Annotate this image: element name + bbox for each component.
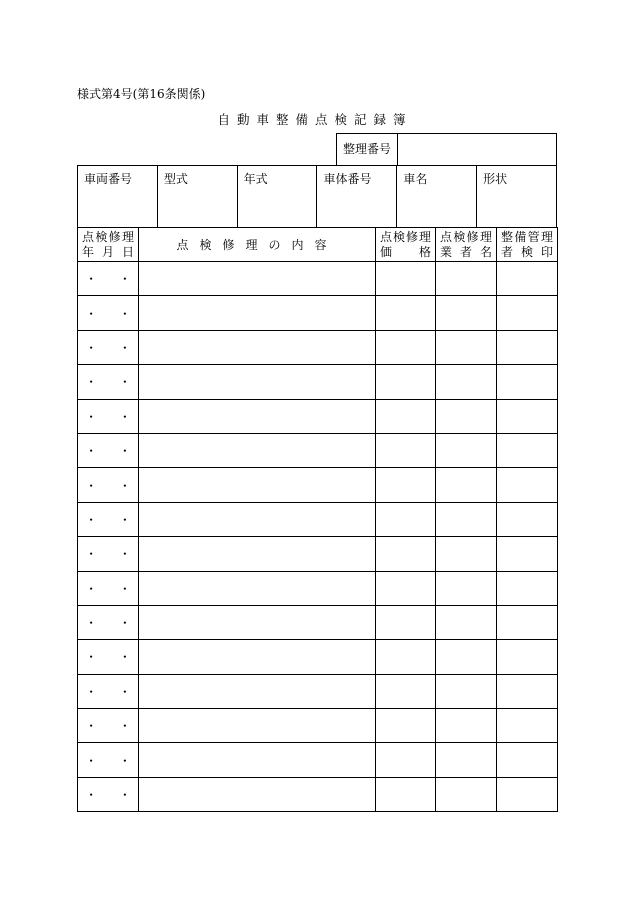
seal-cell[interactable]	[497, 640, 558, 674]
vendor-cell[interactable]	[436, 640, 497, 674]
content-cell[interactable]	[139, 296, 376, 330]
price-cell[interactable]	[376, 330, 436, 364]
date-cell[interactable]: ・ ・	[78, 296, 139, 330]
vendor-cell[interactable]	[436, 743, 497, 777]
content-cell[interactable]	[139, 640, 376, 674]
content-cell[interactable]	[139, 709, 376, 743]
price-cell[interactable]	[376, 296, 436, 330]
price-cell[interactable]	[376, 262, 436, 296]
model-type-label: 型式	[163, 172, 188, 186]
vehicle-name-label: 車名	[403, 172, 428, 186]
table-row	[78, 433, 558, 467]
vendor-cell[interactable]	[436, 262, 497, 296]
price-cell[interactable]	[376, 605, 436, 639]
vendor-cell[interactable]	[436, 571, 497, 605]
content-cell[interactable]	[139, 537, 376, 571]
date-cell[interactable]: ・ ・	[78, 468, 139, 502]
seal-cell[interactable]	[497, 709, 558, 743]
vendor-cell[interactable]	[436, 468, 497, 502]
date-cell[interactable]: ・ ・	[78, 330, 139, 364]
header-vendor: 点検修理 業者名	[436, 228, 497, 262]
seal-cell[interactable]	[497, 330, 558, 364]
price-cell[interactable]	[376, 365, 436, 399]
seal-cell[interactable]	[497, 777, 558, 811]
date-cell[interactable]: ・ ・	[78, 537, 139, 571]
content-cell[interactable]	[139, 468, 376, 502]
header-date: 点検修理 年月日	[78, 228, 139, 262]
registration-number-label: 整理番号	[336, 133, 398, 166]
content-cell[interactable]	[139, 502, 376, 536]
inspection-log-table	[77, 227, 558, 812]
body-shape-field[interactable]	[477, 166, 557, 228]
vendor-cell[interactable]	[436, 330, 497, 364]
price-cell[interactable]	[376, 399, 436, 433]
seal-cell[interactable]	[497, 399, 558, 433]
log-header-row	[78, 228, 558, 262]
vehicle-name-field[interactable]	[397, 166, 477, 228]
vendor-cell[interactable]	[436, 433, 497, 467]
seal-cell[interactable]	[497, 365, 558, 399]
model-type-field[interactable]	[157, 166, 237, 228]
seal-cell[interactable]	[497, 674, 558, 708]
content-cell[interactable]	[139, 743, 376, 777]
content-cell[interactable]	[139, 433, 376, 467]
vendor-cell[interactable]	[436, 296, 497, 330]
content-cell[interactable]	[139, 262, 376, 296]
price-cell[interactable]	[376, 502, 436, 536]
vendor-cell[interactable]	[436, 399, 497, 433]
seal-cell[interactable]	[497, 468, 558, 502]
price-cell[interactable]	[376, 709, 436, 743]
table-row	[78, 640, 558, 674]
form-number: 様式第4号(第16条関係)	[77, 87, 206, 101]
date-cell[interactable]: ・ ・	[78, 605, 139, 639]
seal-cell[interactable]	[497, 605, 558, 639]
table-row	[78, 743, 558, 777]
vehicle-number-field[interactable]	[78, 166, 158, 228]
table-row	[78, 537, 558, 571]
table-row	[78, 571, 558, 605]
content-cell[interactable]	[139, 399, 376, 433]
price-cell[interactable]	[376, 777, 436, 811]
date-cell[interactable]: ・ ・	[78, 674, 139, 708]
vendor-cell[interactable]	[436, 674, 497, 708]
vehicle-info-row	[78, 166, 557, 228]
vehicle-info-table	[77, 165, 557, 228]
table-row	[78, 262, 558, 296]
vendor-cell[interactable]	[436, 537, 497, 571]
table-row	[78, 468, 558, 502]
vehicle-number-label: 車両番号	[84, 172, 133, 186]
date-cell[interactable]: ・ ・	[78, 365, 139, 399]
seal-cell[interactable]	[497, 743, 558, 777]
table-row	[78, 399, 558, 433]
content-cell[interactable]	[139, 330, 376, 364]
content-cell[interactable]	[139, 777, 376, 811]
vendor-cell[interactable]	[436, 502, 497, 536]
chassis-number-field[interactable]	[317, 166, 397, 228]
date-cell[interactable]: ・ ・	[78, 262, 139, 296]
content-cell[interactable]	[139, 365, 376, 399]
vendor-cell[interactable]	[436, 777, 497, 811]
date-cell[interactable]: ・ ・	[78, 502, 139, 536]
date-cell[interactable]: ・ ・	[78, 777, 139, 811]
seal-cell[interactable]	[497, 537, 558, 571]
model-year-label: 年式	[243, 172, 268, 186]
table-row	[78, 296, 558, 330]
date-cell[interactable]: ・ ・	[78, 640, 139, 674]
date-cell[interactable]: ・ ・	[78, 709, 139, 743]
seal-cell[interactable]	[497, 433, 558, 467]
price-cell[interactable]	[376, 640, 436, 674]
seal-cell[interactable]	[497, 502, 558, 536]
seal-cell[interactable]	[497, 296, 558, 330]
model-year-field[interactable]	[237, 166, 317, 228]
content-cell[interactable]	[139, 674, 376, 708]
registration-number-field[interactable]	[397, 133, 557, 166]
price-cell[interactable]	[376, 537, 436, 571]
body-shape-label: 形状	[483, 172, 508, 186]
header-seal: 整備管理 者検印	[497, 228, 558, 262]
table-row	[78, 365, 558, 399]
table-row	[78, 777, 558, 811]
log-body	[78, 262, 558, 812]
seal-cell[interactable]	[497, 571, 558, 605]
document-title: 自動車整備点検記録簿	[217, 112, 413, 127]
date-cell[interactable]: ・ ・	[78, 399, 139, 433]
price-cell[interactable]	[376, 433, 436, 467]
date-cell[interactable]: ・ ・	[78, 433, 139, 467]
header-price: 点検修理 価格	[376, 228, 436, 262]
vendor-cell[interactable]	[436, 365, 497, 399]
price-cell[interactable]	[376, 468, 436, 502]
table-row	[78, 330, 558, 364]
table-row	[78, 502, 558, 536]
seal-cell[interactable]	[497, 262, 558, 296]
table-row	[78, 709, 558, 743]
date-cell[interactable]: ・ ・	[78, 571, 139, 605]
vendor-cell[interactable]	[436, 709, 497, 743]
price-cell[interactable]	[376, 674, 436, 708]
date-cell[interactable]: ・ ・	[78, 743, 139, 777]
chassis-number-label: 車体番号	[323, 172, 372, 186]
table-row	[78, 605, 558, 639]
content-cell[interactable]	[139, 571, 376, 605]
vendor-cell[interactable]	[436, 605, 497, 639]
header-content: 点検修理の内容	[139, 228, 376, 262]
table-row	[78, 674, 558, 708]
price-cell[interactable]	[376, 743, 436, 777]
price-cell[interactable]	[376, 571, 436, 605]
content-cell[interactable]	[139, 605, 376, 639]
